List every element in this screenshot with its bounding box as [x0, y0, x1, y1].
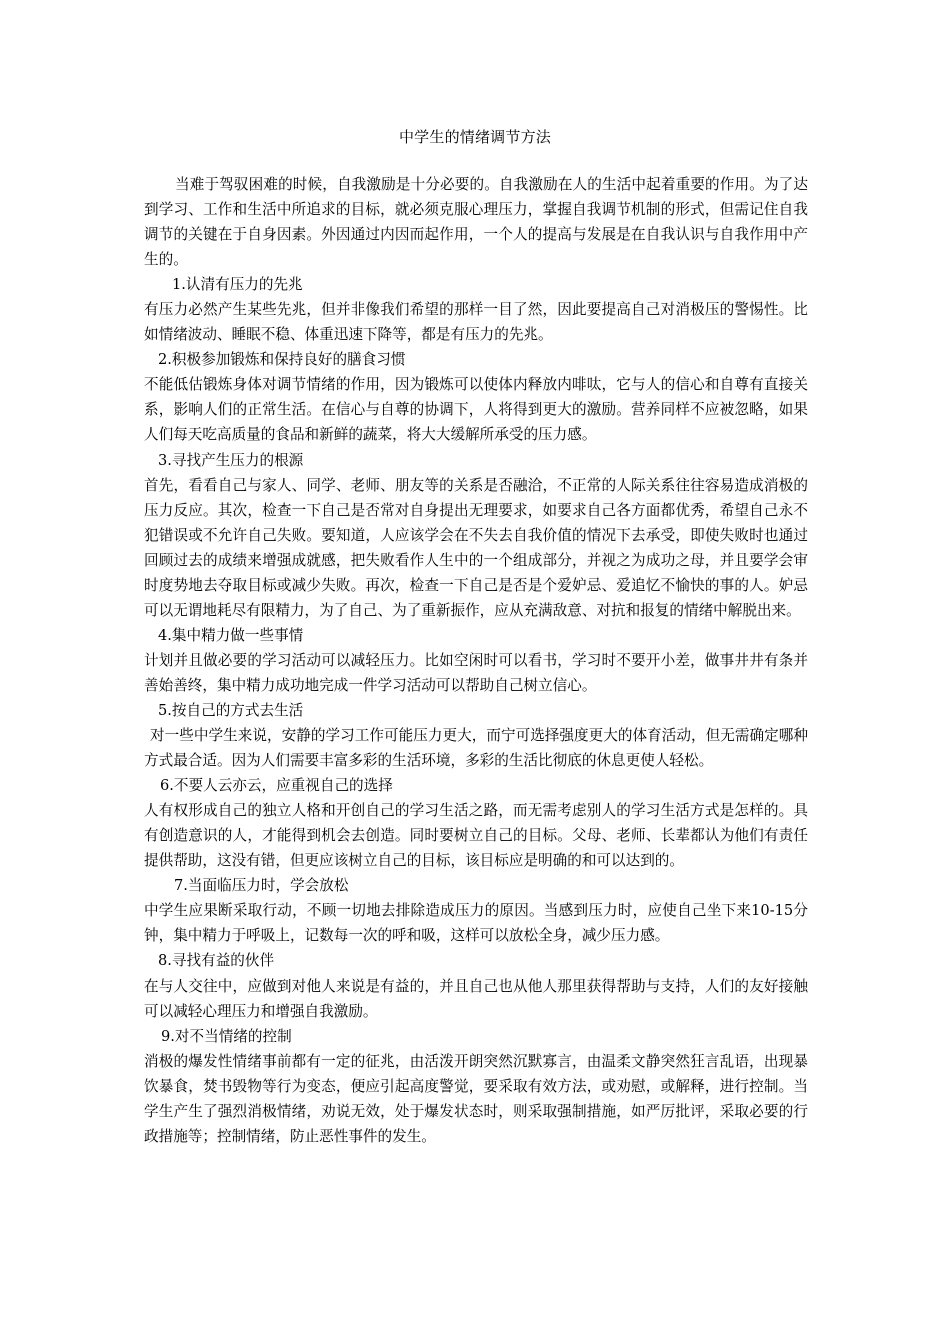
document-body [144, 172, 808, 1149]
section-heading-5: 5.按自己的方式去生活 [158, 701, 304, 719]
section-text-3: 首先，看看自己与家人、同学、老师、朋友等的关系是否融洽，不正常的人际关系往往容易造成消极的压力反应。其次，检查一下自己是否常对自身提出无理要求，如要求自己各方面都优秀，希望自己永不犯错误或不允许自己失败。要知道，人应该学会在不失去自我价值的情况下去承受，即使失败时也通过回顾过去的成绩来增强成就感，把失败看作人生中的一个组成部分，并视之为成功之母，并且要学会审时度势地去夺取目标或减少失败。再次，检查一下自己是否是个爱妒忌、爱追忆不愉快的事的人。妒忌可以无谓地耗尽有限精力，为了自己、为了重新振作，应从充满敌意、对抗和报复的情绪中解脱出来。 [144, 476, 808, 619]
section-text-1: 有压力必然产生某些先兆，但并非像我们希望的那样一目了然，因此要提高自己对消极压的警惕性。比如情绪波动、睡眠不稳、体重迅速下降等，都是有压力的先兆。 [144, 301, 808, 344]
section-text-6: 人有权形成自己的独立人格和开创自己的学习生活之路，而无需考虑别人的学习生活方式是怎样的。具有创造意识的人，才能得到机会去创造。同时要树立自己的目标。父母、老师、长辈都认为他们有责任提供帮助，这没有错，但更应该树立自己的目标，该目标应是明确的和可以达到的。 [144, 802, 808, 870]
section-text-2: 不能低估锻炼身体对调节情绪的作用，因为锻炼可以使体内释放内啡呔，它与人的信心和自尊有直接关系，影响人们的正常生活。在信心与自尊的协调下，人将得到更大的激励。营养同样不应被忽略，如果人们每天吃高质量的食品和新鲜的蔬菜，将大大缓解所承受的压力感。 [144, 376, 808, 444]
document-title: 中学生的情绪调节方法 [398, 128, 551, 146]
section-heading-7: 7.当面临压力时，学会放松 [174, 877, 349, 895]
section-heading-1: 1.认清有压力的先兆 [172, 276, 303, 294]
section-heading-6: 6.不要人云亦云，应重视自己的选择 [160, 777, 393, 795]
section-heading-9: 9.对不当情绪的控制 [161, 1027, 292, 1045]
section-text-7: 中学生应果断采取行动，不顾一切地去排除造成压力的原因。当感到压力时，应使自己坐下来10-15分钟，集中精力于呼吸上，记数每一次的呼和吸，这样可以放松全身，减少压力感。 [144, 902, 808, 945]
intro-paragraph: 当难于驾驭困难的时候，自我激励是十分必要的。自我激励在人的生活中起着重要的作用。为了达到学习、工作和生活中所追求的目标，就必须克服心理压力，掌握自我调节机制的形式，但需记住自我调节的关键在于自身因素。外因通过内因而起作用，一个人的提高与发展是在自我认识与自我作用中产生的。 [144, 176, 808, 269]
section-text-4: 计划并且做必要的学习活动可以减轻压力。比如空闲时可以看书，学习时不要开小差，做事井井有条并善始善终，集中精力成功地完成一件学习活动可以帮助自己树立信心。 [144, 651, 808, 694]
section-text-8: 在与人交往中，应做到对他人来说是有益的，并且自己也从他人那里获得帮助与支持，人们的友好接触可以减轻心理压力和增强自我激励。 [144, 977, 808, 1020]
section-text-9: 消极的爆发性情绪事前都有一定的征兆，由活泼开朗突然沉默寡言，由温柔文静突然狂言乱语，出现暴饮暴食，焚书毁物等行为变态，便应引起高度警觉，要采取有效方法，或劝慰，或解释，进行控制。当学生产生了强烈消极情绪，劝说无效，处于爆发状态时，则采取强制措施，如严厉批评，采取必要的行政措施等；控制情绪，防止恶性事件的发生。 [144, 1052, 808, 1145]
section-heading-8: 8.寻找有益的伙伴 [158, 952, 275, 970]
section-text-5: 对一些中学生来说，安静的学习工作可能压力更大，而宁可选择强度更大的体育活动，但无需确定哪种方式最合适。因为人们需要丰富多彩的生活环境，多彩的生活比彻底的休息更使人轻松。 [144, 727, 808, 770]
section-heading-4: 4.集中精力做一些事情 [158, 626, 304, 644]
section-heading-3: 3.寻找产生压力的根源 [158, 451, 304, 469]
section-heading-2: 2.积极参加锻炼和保持良好的膳食习惯 [158, 351, 406, 369]
